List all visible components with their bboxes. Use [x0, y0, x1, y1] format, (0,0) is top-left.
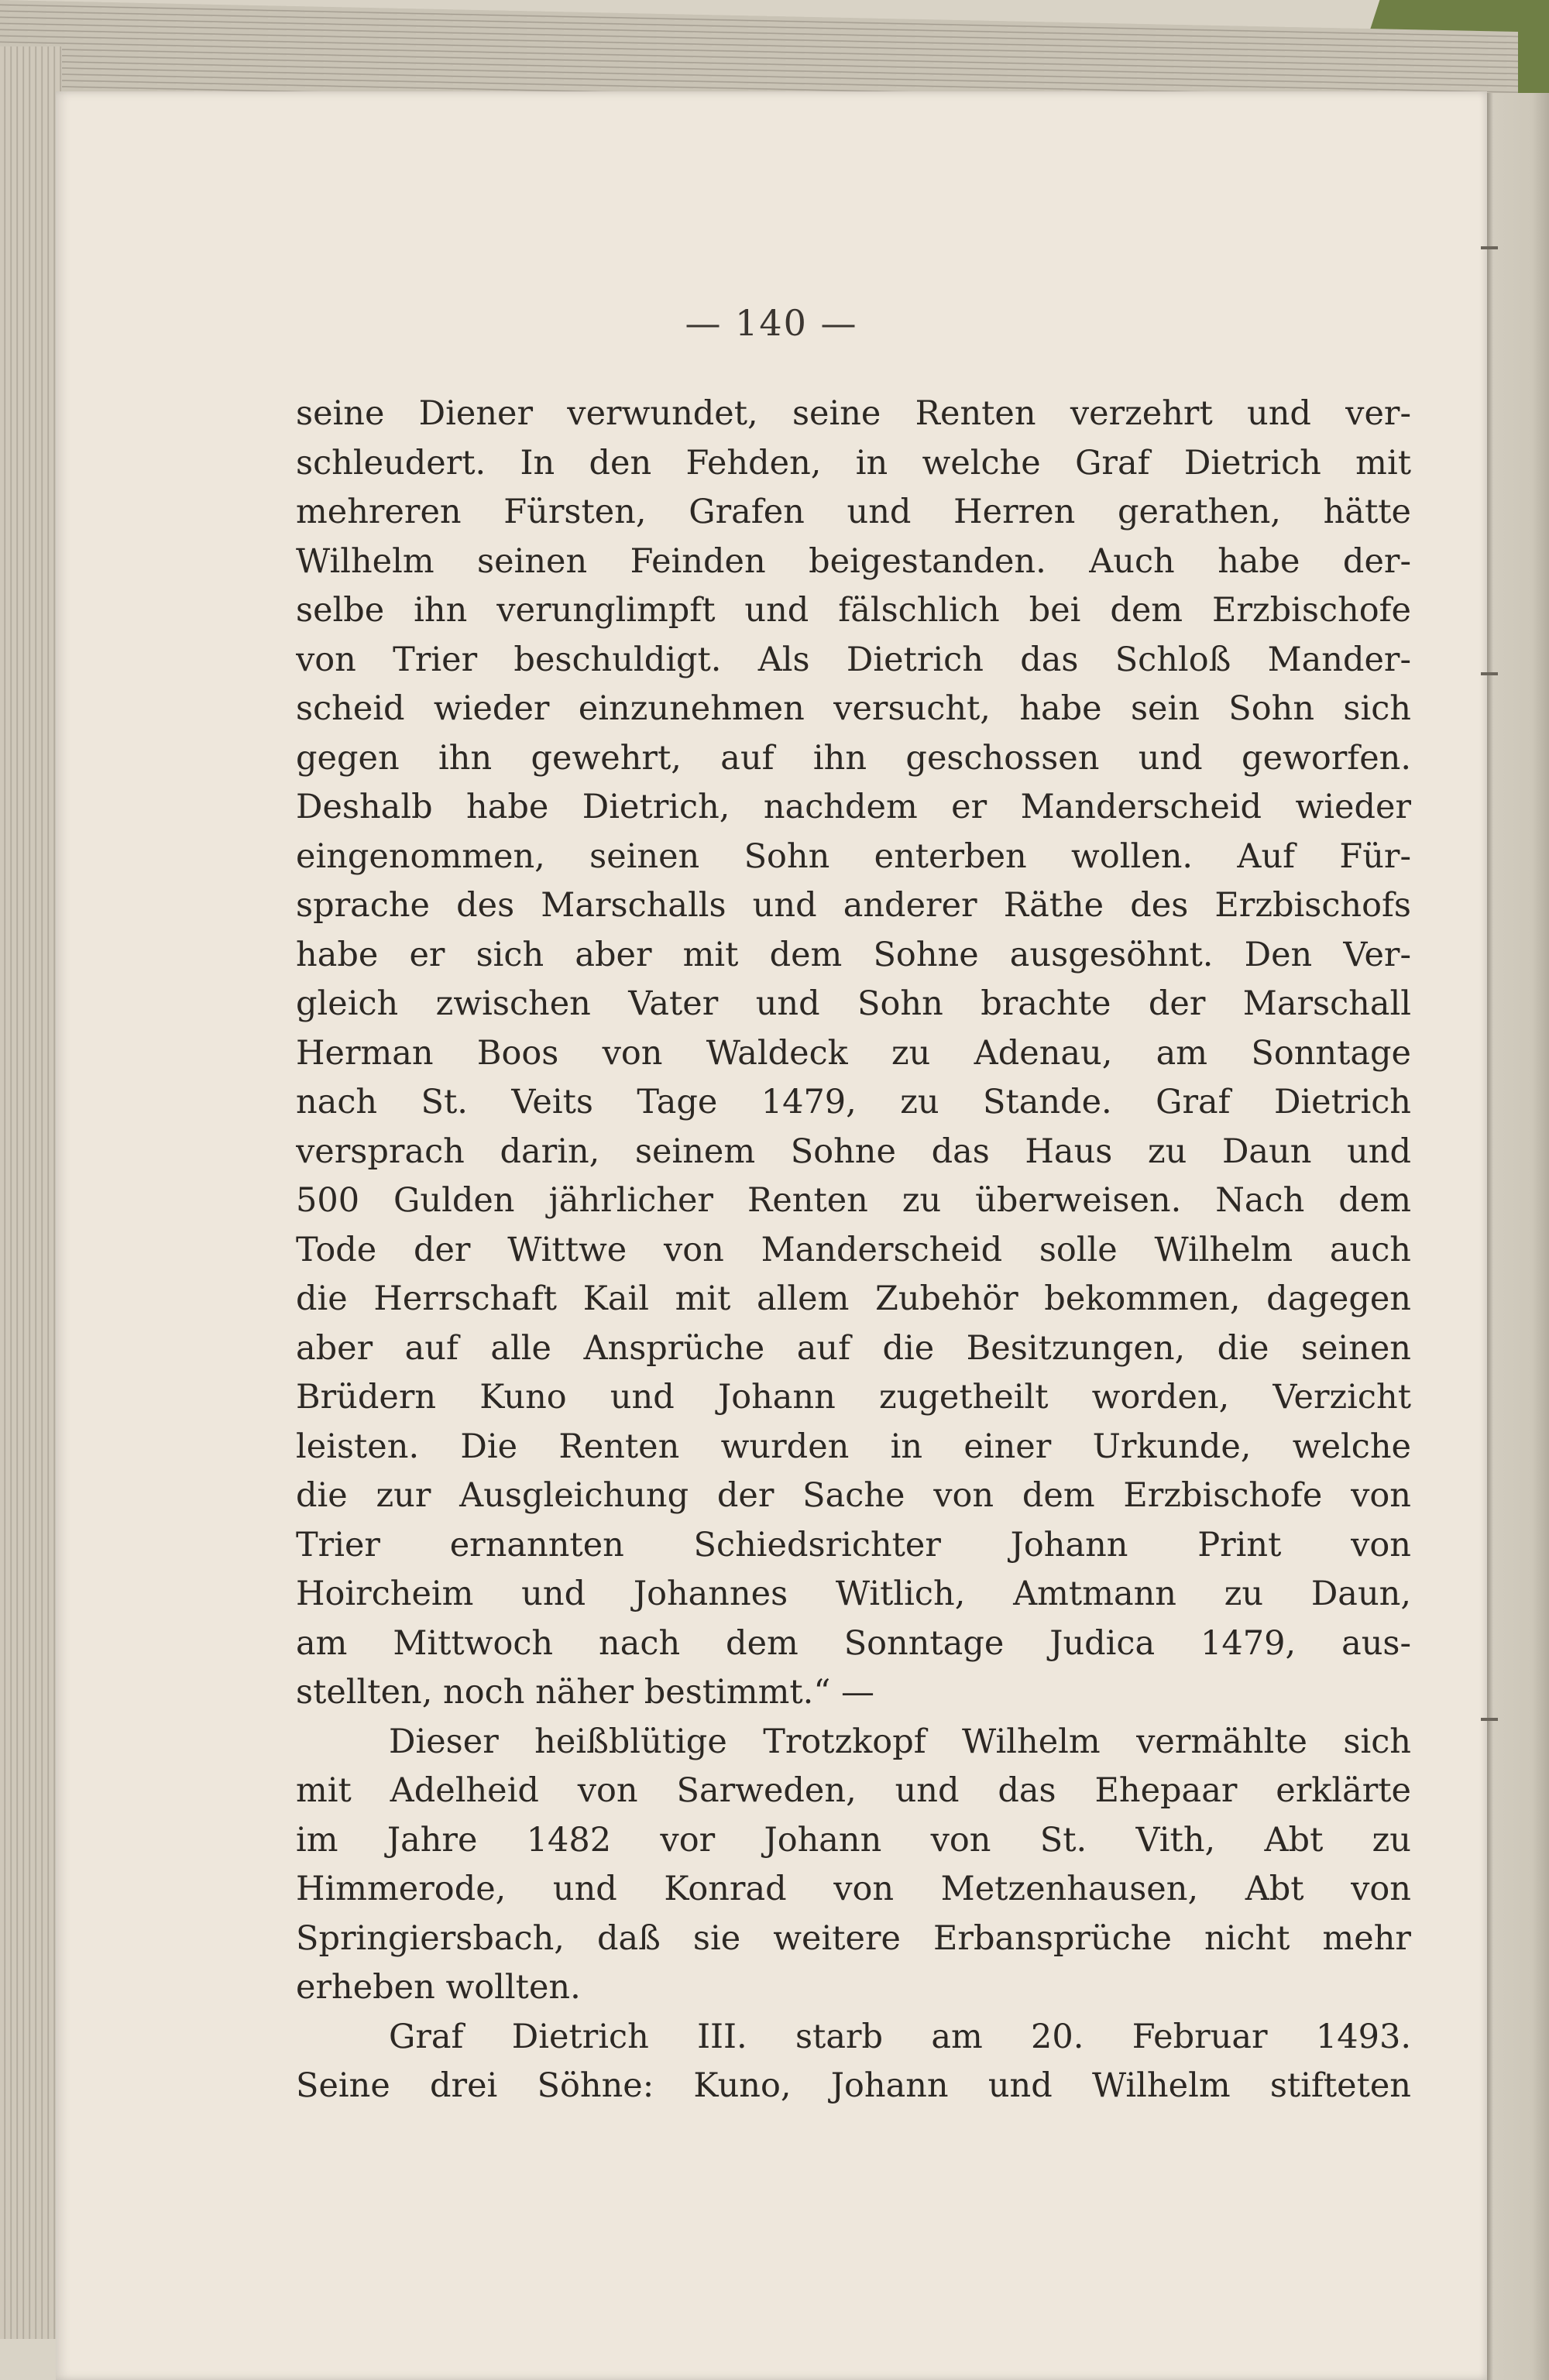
text-line: Himmerode, und Konrad von Metzenhausen, Abt von: [296, 1870, 1411, 1908]
text-line: selbe ihn verunglimpft und fälschlich bei dem Erzbischofe: [296, 591, 1411, 630]
text-line: Dieser heißblütige Trotzkopf Wilhelm vermählte sich: [389, 1722, 1411, 1761]
text-line: habe er sich aber mit dem Sohne ausgesöhnt. Den Ver-: [296, 935, 1411, 974]
text-line: von Trier beschuldigt. Als Dietrich das Schloß Mander-: [296, 640, 1411, 679]
text-line: leisten. Die Renten wurden in einer Urkunde, welche: [296, 1427, 1411, 1466]
text-line: Trier ernannten Schiedsrichter Johann Print von: [296, 1525, 1411, 1564]
page-number: — 140 —: [685, 302, 858, 344]
text-line: gegen ihn gewehrt, auf ihn geschossen und geworfen.: [296, 738, 1411, 778]
text-line: Tode der Wittwe von Manderscheid solle Wilhelm auch: [296, 1230, 1411, 1269]
text-line: erheben wollten.: [296, 1968, 581, 2007]
text-line: sprache des Marschalls und anderer Räthe des Erzbischofs: [296, 886, 1411, 925]
text-line: am Mittwoch nach dem Sonntage Judica 1479, aus-: [296, 1623, 1411, 1663]
text-line: Springiersbach, daß sie weitere Erbansprüche nicht mehr: [296, 1918, 1411, 1958]
text-line: aber auf alle Ansprüche auf die Besitzungen, die seinen: [296, 1328, 1411, 1368]
text-line: im Jahre 1482 vor Johann von St. Vith, Abt zu: [296, 1820, 1411, 1860]
text-line: 500 Gulden jährlicher Renten zu überweisen. Nach dem: [296, 1181, 1411, 1220]
text-line: die zur Ausgleichung der Sache von dem Erzbischofe von: [296, 1476, 1411, 1515]
text-line: stellten, noch näher bestimmt.“ —: [296, 1673, 874, 1712]
scan-mark: [1481, 1718, 1498, 1721]
text-line: gleich zwischen Vater und Sohn brachte der Marschall: [296, 984, 1411, 1023]
text-line: versprach darin, seinem Sohne das Haus zu Daun und: [296, 1132, 1411, 1171]
text-line: mehreren Fürsten, Grafen und Herren gerathen, hätte: [296, 493, 1411, 531]
scan-mark: [1481, 672, 1498, 675]
body-text: [296, 390, 1411, 2111]
text-line: Deshalb habe Dietrich, nachdem er Manderscheid wieder: [296, 788, 1411, 826]
text-line: Wilhelm seinen Feinden beigestanden. Auch habe der-: [296, 541, 1411, 581]
scan-mark: [1481, 246, 1498, 249]
text-line: Herman Boos von Waldeck zu Adenau, am Sonntage: [296, 1033, 1411, 1073]
text-line: eingenommen, seinen Sohn enterben wollen. Auf Für-: [296, 836, 1411, 876]
text-line: scheid wieder einzunehmen versucht, habe sein Sohn sich: [296, 689, 1411, 728]
text-line: Brüdern Kuno und Johann zugetheilt worden, Verzicht: [296, 1378, 1411, 1417]
text-line: Graf Dietrich III. starb am 20. Februar 1493.: [389, 2017, 1411, 2056]
text-line: die Herrschaft Kail mit allem Zubehör bekommen, dagegen: [296, 1279, 1411, 1318]
text-line: mit Adelheid von Sarweden, und das Ehepaar erklärte: [296, 1771, 1411, 1810]
text-line: seine Diener verwundet, seine Renten verzehrt und ver-: [296, 394, 1411, 433]
page-edges-left: [0, 46, 62, 2339]
text-line: Hoircheim und Johannes Witlich, Amtmann zu Daun,: [296, 1575, 1411, 1613]
text-line: Seine drei Söhne: Kuno, Johann und Wilhelm stifteten: [296, 2066, 1411, 2105]
text-line: nach St. Veits Tage 1479, zu Stande. Graf Dietrich: [296, 1083, 1411, 1121]
book-page: [56, 91, 1487, 2380]
page-fore-edge: [1485, 93, 1549, 2380]
text-line: schleudert. In den Fehden, in welche Graf Dietrich mit: [296, 443, 1411, 483]
